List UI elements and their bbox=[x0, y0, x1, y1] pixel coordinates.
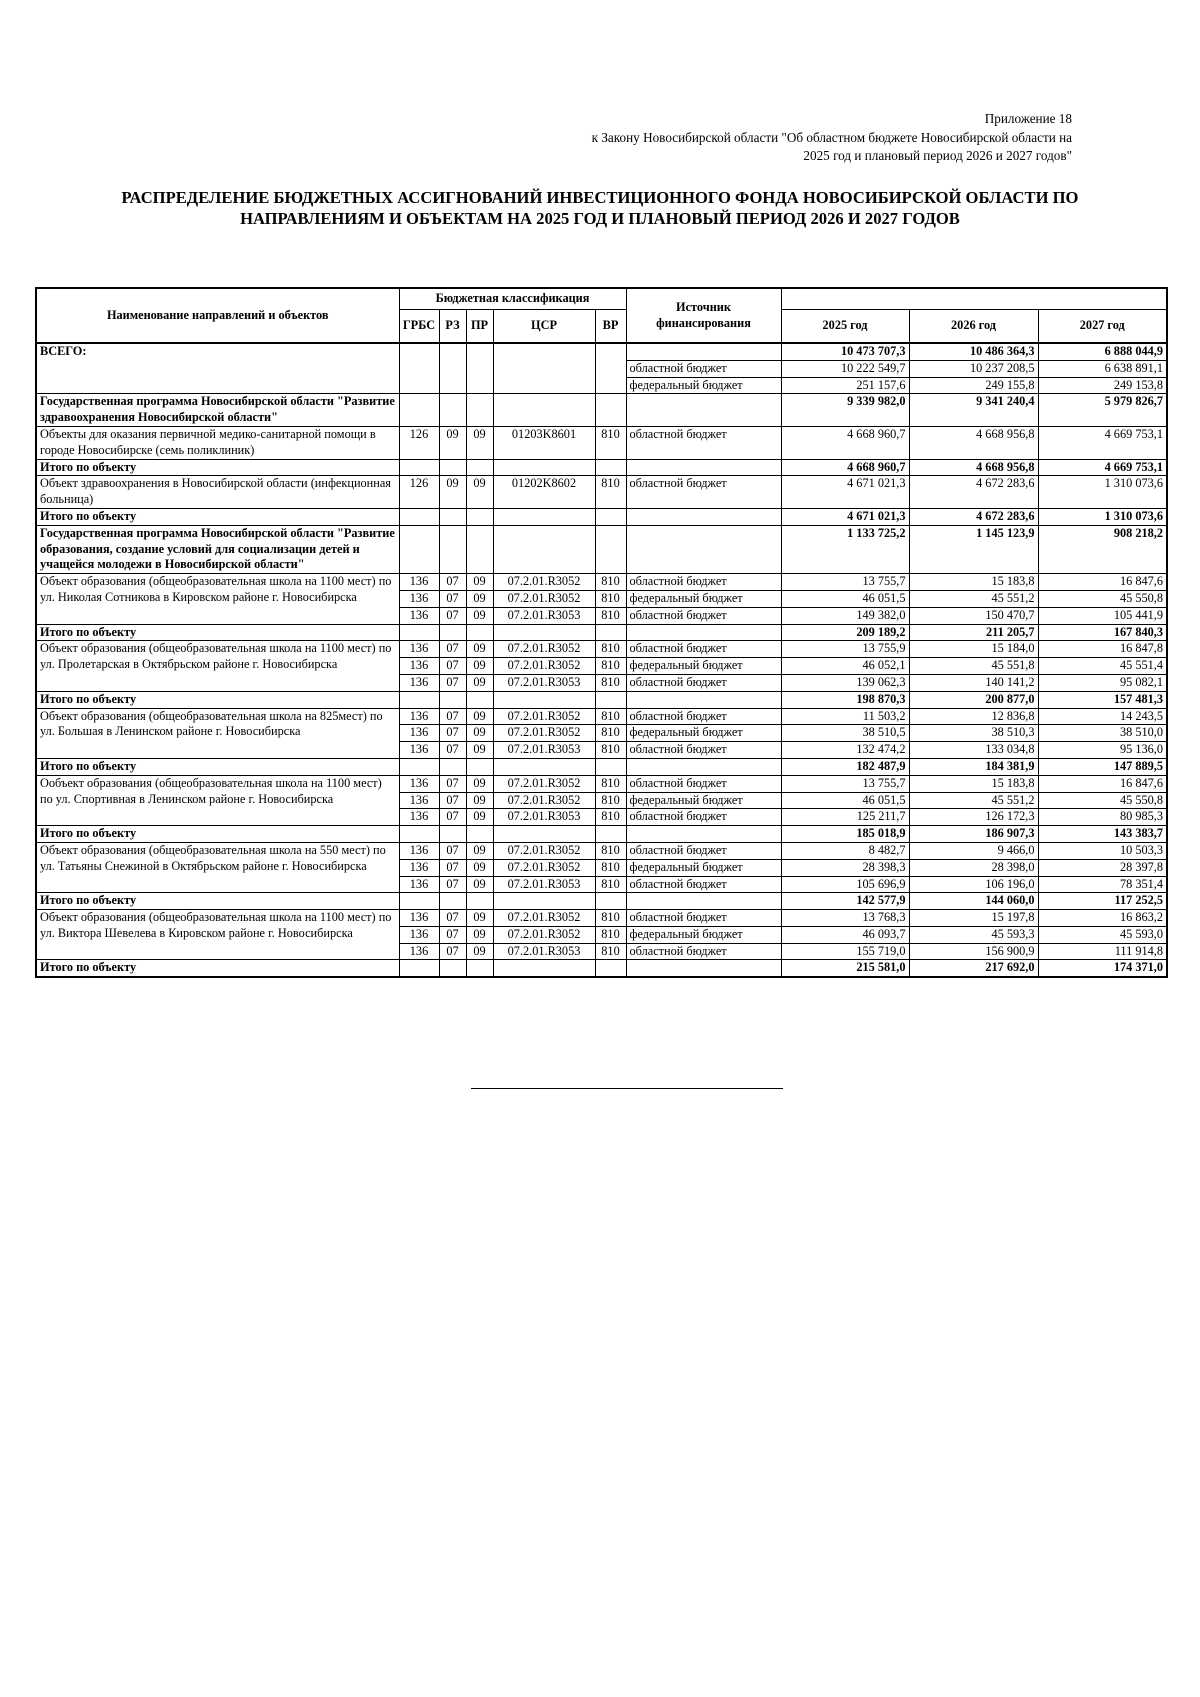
source-cell: федеральный бюджет bbox=[626, 725, 781, 742]
vr-cell: 810 bbox=[595, 641, 626, 658]
vr-cell: 810 bbox=[595, 943, 626, 960]
source-cell: областной бюджет bbox=[626, 641, 781, 658]
object-total-label: Итого по объекту bbox=[36, 459, 399, 476]
source-cell: областной бюджет bbox=[626, 876, 781, 893]
pr-cell: 09 bbox=[466, 943, 493, 960]
value-cell: 10 222 549,7 bbox=[781, 360, 909, 377]
value-cell: 4 668 956,8 bbox=[909, 459, 1038, 476]
value-cell: 45 551,4 bbox=[1038, 658, 1167, 675]
value-cell: 10 503,3 bbox=[1038, 842, 1167, 859]
csr-cell: 07.2.01.R3053 bbox=[493, 674, 595, 691]
vr-cell: 810 bbox=[595, 842, 626, 859]
object-total-label: Итого по объекту bbox=[36, 826, 399, 843]
value-cell: 80 985,3 bbox=[1038, 809, 1167, 826]
value-cell: 117 252,5 bbox=[1038, 893, 1167, 910]
source-cell: федеральный бюджет bbox=[626, 792, 781, 809]
pr-cell: 09 bbox=[466, 910, 493, 927]
grbs-cell: 136 bbox=[399, 658, 439, 675]
grbs-cell: 136 bbox=[399, 842, 439, 859]
vr-cell: 810 bbox=[595, 708, 626, 725]
value-cell: 15 183,8 bbox=[909, 775, 1038, 792]
header-classification: Бюджетная классификация bbox=[399, 288, 626, 309]
vr-cell: 810 bbox=[595, 792, 626, 809]
vr-cell: 810 bbox=[595, 658, 626, 675]
pr-cell: 09 bbox=[466, 607, 493, 624]
rz-cell: 07 bbox=[439, 742, 466, 759]
value-cell: 149 382,0 bbox=[781, 607, 909, 624]
pr-cell: 09 bbox=[466, 590, 493, 607]
program-name: Государственная программа Новосибирской области "Развитие образования, создание условий для социализации детей и учащейся молодежи в Новосибирской области" bbox=[36, 525, 399, 573]
value-cell: 4 669 753,1 bbox=[1038, 459, 1167, 476]
value-cell: 105 441,9 bbox=[1038, 607, 1167, 624]
csr-cell: 07.2.01.R3052 bbox=[493, 910, 595, 927]
source-cell: федеральный бюджет bbox=[626, 658, 781, 675]
value-cell: 46 052,1 bbox=[781, 658, 909, 675]
value-cell: 13 755,7 bbox=[781, 775, 909, 792]
source-cell: областной бюджет bbox=[626, 674, 781, 691]
value-cell: 12 836,8 bbox=[909, 708, 1038, 725]
value-cell: 11 503,2 bbox=[781, 708, 909, 725]
source-cell: областной бюджет bbox=[626, 708, 781, 725]
value-cell: 38 510,3 bbox=[909, 725, 1038, 742]
value-cell: 15 184,0 bbox=[909, 641, 1038, 658]
header-csr: ЦСР bbox=[493, 309, 595, 343]
source-cell: областной бюджет bbox=[626, 574, 781, 591]
object-name: Объект образования (общеобразовательная школа на 1100 мест) по ул. Пролетарская в Октябрьском районе г. Новосибирска bbox=[36, 641, 399, 691]
total-2026: 10 486 364,3 bbox=[909, 343, 1038, 360]
header-grbs: ГРБС bbox=[399, 309, 439, 343]
rz-cell: 07 bbox=[439, 775, 466, 792]
value-cell: 4 671 021,3 bbox=[781, 508, 909, 525]
value-cell: 174 371,0 bbox=[1038, 960, 1167, 977]
vr-cell: 810 bbox=[595, 574, 626, 591]
rz-cell: 07 bbox=[439, 708, 466, 725]
total-2025: 10 473 707,3 bbox=[781, 343, 909, 360]
value-cell: 249 155,8 bbox=[909, 377, 1038, 394]
value-cell: 1 310 073,6 bbox=[1038, 476, 1167, 509]
object-row bbox=[36, 476, 1167, 509]
value-cell: 106 196,0 bbox=[909, 876, 1038, 893]
value-cell: 133 034,8 bbox=[909, 742, 1038, 759]
value-cell: 111 914,8 bbox=[1038, 943, 1167, 960]
value-cell: 155 719,0 bbox=[781, 943, 909, 960]
pr-cell: 09 bbox=[466, 876, 493, 893]
pr-cell: 09 bbox=[466, 926, 493, 943]
value-cell: 142 577,9 bbox=[781, 893, 909, 910]
value-cell: 182 487,9 bbox=[781, 758, 909, 775]
rz-cell: 07 bbox=[439, 725, 466, 742]
grbs-cell: 136 bbox=[399, 590, 439, 607]
program-row bbox=[36, 394, 1167, 427]
grbs-cell: 136 bbox=[399, 809, 439, 826]
appendix-line-3: 2025 год и плановый период 2026 и 2027 годов" bbox=[803, 148, 1072, 163]
object-funding-row bbox=[36, 641, 1167, 658]
value-cell: 125 211,7 bbox=[781, 809, 909, 826]
csr-cell: 07.2.01.R3052 bbox=[493, 641, 595, 658]
header-2026: 2026 год bbox=[909, 309, 1038, 343]
grbs-cell: 136 bbox=[399, 910, 439, 927]
value-cell: 38 510,0 bbox=[1038, 725, 1167, 742]
grbs-cell: 136 bbox=[399, 792, 439, 809]
value-cell: 4 671 021,3 bbox=[781, 476, 909, 509]
value-cell: 908 218,2 bbox=[1038, 525, 1167, 573]
rz-cell: 07 bbox=[439, 943, 466, 960]
rz-cell: 07 bbox=[439, 859, 466, 876]
pr-cell: 09 bbox=[466, 809, 493, 826]
value-cell: 45 551,2 bbox=[909, 590, 1038, 607]
object-total-row bbox=[36, 624, 1167, 641]
value-cell: 144 060,0 bbox=[909, 893, 1038, 910]
value-cell: 9 466,0 bbox=[909, 842, 1038, 859]
object-total-row bbox=[36, 758, 1167, 775]
csr-cell: 07.2.01.R3052 bbox=[493, 775, 595, 792]
header-name: Наименование направлений и объектов bbox=[36, 288, 399, 343]
value-cell: 4 668 956,8 bbox=[909, 426, 1038, 459]
rz-cell: 07 bbox=[439, 792, 466, 809]
value-cell: 45 551,8 bbox=[909, 658, 1038, 675]
value-cell: 156 900,9 bbox=[909, 943, 1038, 960]
rz-cell: 07 bbox=[439, 674, 466, 691]
header-vr: ВР bbox=[595, 309, 626, 343]
value-cell: 251 157,6 bbox=[781, 377, 909, 394]
header-2025: 2025 год bbox=[781, 309, 909, 343]
source-cell: федеральный бюджет bbox=[626, 377, 781, 394]
value-cell: 1 310 073,6 bbox=[1038, 508, 1167, 525]
header-2027: 2027 год bbox=[1038, 309, 1167, 343]
pr-cell: 09 bbox=[466, 725, 493, 742]
value-cell: 16 847,8 bbox=[1038, 641, 1167, 658]
value-cell: 28 397,8 bbox=[1038, 859, 1167, 876]
object-total-label: Итого по объекту bbox=[36, 508, 399, 525]
value-cell: 9 341 240,4 bbox=[909, 394, 1038, 427]
value-cell: 5 979 826,7 bbox=[1038, 394, 1167, 427]
grbs-cell: 136 bbox=[399, 926, 439, 943]
object-name: Объект здравоохранения в Новосибирской области (инфекционная больница) bbox=[36, 476, 399, 509]
rz-cell: 07 bbox=[439, 641, 466, 658]
value-cell: 1 133 725,2 bbox=[781, 525, 909, 573]
value-cell: 14 243,5 bbox=[1038, 708, 1167, 725]
document-title bbox=[60, 188, 1140, 229]
value-cell: 249 153,8 bbox=[1038, 377, 1167, 394]
document-title-line-1: РАСПРЕДЕЛЕНИЕ БЮДЖЕТНЫХ АССИГНОВАНИЙ ИНВЕСТИЦИОННОГО ФОНДА НОВОСИБИРСКОЙ ОБЛАСТИ ПО bbox=[121, 188, 1079, 207]
grbs-cell: 136 bbox=[399, 674, 439, 691]
grbs-cell: 136 bbox=[399, 859, 439, 876]
value-cell: 45 593,0 bbox=[1038, 926, 1167, 943]
value-cell: 4 672 283,6 bbox=[909, 476, 1038, 509]
value-cell: 13 768,3 bbox=[781, 910, 909, 927]
source-cell: областной бюджет bbox=[626, 360, 781, 377]
value-cell: 28 398,0 bbox=[909, 859, 1038, 876]
value-cell: 46 051,5 bbox=[781, 792, 909, 809]
value-cell: 38 510,5 bbox=[781, 725, 909, 742]
grbs-cell: 126 bbox=[399, 476, 439, 509]
education-objects-body bbox=[36, 574, 1167, 978]
vr-cell: 810 bbox=[595, 725, 626, 742]
vr-cell: 810 bbox=[595, 775, 626, 792]
object-funding-row bbox=[36, 775, 1167, 792]
value-cell: 95 082,1 bbox=[1038, 674, 1167, 691]
object-total-row bbox=[36, 691, 1167, 708]
pr-cell: 09 bbox=[466, 641, 493, 658]
value-cell: 105 696,9 bbox=[781, 876, 909, 893]
grbs-cell: 136 bbox=[399, 641, 439, 658]
pr-cell: 09 bbox=[466, 674, 493, 691]
source-cell: областной бюджет bbox=[626, 910, 781, 927]
source-cell: областной бюджет bbox=[626, 842, 781, 859]
pr-cell: 09 bbox=[466, 775, 493, 792]
rz-cell: 07 bbox=[439, 876, 466, 893]
grbs-cell: 136 bbox=[399, 876, 439, 893]
object-total-label: Итого по объекту bbox=[36, 758, 399, 775]
object-row bbox=[36, 426, 1167, 459]
program-row bbox=[36, 525, 1167, 573]
csr-cell: 07.2.01.R3052 bbox=[493, 859, 595, 876]
bottom-separator-line bbox=[471, 1088, 783, 1089]
source-cell: областной бюджет bbox=[626, 742, 781, 759]
value-cell: 132 474,2 bbox=[781, 742, 909, 759]
grbs-cell: 136 bbox=[399, 775, 439, 792]
rz-cell: 07 bbox=[439, 574, 466, 591]
total-label: ВСЕГО: bbox=[36, 343, 399, 394]
value-cell: 200 877,0 bbox=[909, 691, 1038, 708]
grbs-cell: 136 bbox=[399, 943, 439, 960]
pr-cell: 09 bbox=[466, 708, 493, 725]
source-cell: областной бюджет bbox=[626, 809, 781, 826]
value-cell: 46 093,7 bbox=[781, 926, 909, 943]
rz-cell: 07 bbox=[439, 926, 466, 943]
pr-cell: 09 bbox=[466, 859, 493, 876]
value-cell: 45 550,8 bbox=[1038, 792, 1167, 809]
value-cell: 140 141,2 bbox=[909, 674, 1038, 691]
value-cell: 185 018,9 bbox=[781, 826, 909, 843]
vr-cell: 810 bbox=[595, 476, 626, 509]
vr-cell: 810 bbox=[595, 590, 626, 607]
value-cell: 215 581,0 bbox=[781, 960, 909, 977]
grbs-cell: 136 bbox=[399, 708, 439, 725]
value-cell: 4 672 283,6 bbox=[909, 508, 1038, 525]
object-total-row bbox=[36, 893, 1167, 910]
csr-cell: 07.2.01.R3052 bbox=[493, 725, 595, 742]
header-rz: РЗ bbox=[439, 309, 466, 343]
csr-cell: 01202K8602 bbox=[493, 476, 595, 509]
object-funding-row bbox=[36, 574, 1167, 591]
pr-cell: 09 bbox=[466, 476, 493, 509]
total-2027: 6 888 044,9 bbox=[1038, 343, 1167, 360]
csr-cell: 07.2.01.R3053 bbox=[493, 607, 595, 624]
object-total-row bbox=[36, 960, 1167, 977]
object-name: Ообъект образования (общеобразовательная школа на 1100 мест) по ул. Спортивная в Ленинском районе г. Новосибирска bbox=[36, 775, 399, 825]
vr-cell: 810 bbox=[595, 426, 626, 459]
object-funding-row bbox=[36, 842, 1167, 859]
value-cell: 198 870,3 bbox=[781, 691, 909, 708]
value-cell: 184 381,9 bbox=[909, 758, 1038, 775]
source-cell: федеральный бюджет bbox=[626, 859, 781, 876]
value-cell: 8 482,7 bbox=[781, 842, 909, 859]
vr-cell: 810 bbox=[595, 926, 626, 943]
object-total-label: Итого по объекту bbox=[36, 691, 399, 708]
csr-cell: 07.2.01.R3053 bbox=[493, 876, 595, 893]
source-cell: федеральный бюджет bbox=[626, 926, 781, 943]
csr-cell: 07.2.01.R3053 bbox=[493, 809, 595, 826]
object-name: Объект образования (общеобразовательная школа на 1100 мест) по ул. Николая Сотникова в Кировском районе г. Новосибирска bbox=[36, 574, 399, 624]
pr-cell: 09 bbox=[466, 574, 493, 591]
value-cell: 45 551,2 bbox=[909, 792, 1038, 809]
pr-cell: 09 bbox=[466, 426, 493, 459]
grbs-cell: 136 bbox=[399, 725, 439, 742]
vr-cell: 810 bbox=[595, 607, 626, 624]
appendix-line-2: к Закону Новосибирской области "Об областном бюджете Новосибирской области на bbox=[591, 129, 1072, 145]
value-cell: 16 863,2 bbox=[1038, 910, 1167, 927]
value-cell: 13 755,7 bbox=[781, 574, 909, 591]
csr-cell: 07.2.01.R3052 bbox=[493, 926, 595, 943]
grbs-cell: 136 bbox=[399, 574, 439, 591]
grbs-cell: 126 bbox=[399, 426, 439, 459]
value-cell: 157 481,3 bbox=[1038, 691, 1167, 708]
source-cell: областной бюджет bbox=[626, 607, 781, 624]
rz-cell: 07 bbox=[439, 910, 466, 927]
appendix-note bbox=[512, 110, 1072, 166]
header-years-group bbox=[781, 288, 1167, 309]
csr-cell: 07.2.01.R3052 bbox=[493, 842, 595, 859]
vr-cell: 810 bbox=[595, 910, 626, 927]
document-title-line-2: НАПРАВЛЕНИЯМ И ОБЪЕКТАМ НА 2025 ГОД И ПЛАНОВЫЙ ПЕРИОД 2026 И 2027 ГОДОВ bbox=[240, 208, 960, 228]
vr-cell: 810 bbox=[595, 809, 626, 826]
vr-cell: 810 bbox=[595, 876, 626, 893]
vr-cell: 810 bbox=[595, 859, 626, 876]
value-cell: 16 847,6 bbox=[1038, 775, 1167, 792]
csr-cell: 07.2.01.R3052 bbox=[493, 574, 595, 591]
object-name: Объект образования (общеобразовательная школа на 550 мест) по ул. Татьяны Снежиной в Октябрьском районе г. Новосибирска bbox=[36, 842, 399, 892]
value-cell: 4 668 960,7 bbox=[781, 426, 909, 459]
value-cell: 167 840,3 bbox=[1038, 624, 1167, 641]
csr-cell: 07.2.01.R3052 bbox=[493, 658, 595, 675]
object-funding-row bbox=[36, 910, 1167, 927]
total-row bbox=[36, 343, 1167, 360]
appendix-line-1: Приложение 18 bbox=[984, 111, 1072, 126]
object-name: Объекты для оказания первичной медико-санитарной помощи в городе Новосибирске (семь поликлиник) bbox=[36, 426, 399, 459]
value-cell: 4 668 960,7 bbox=[781, 459, 909, 476]
vr-cell: 810 bbox=[595, 674, 626, 691]
rz-cell: 09 bbox=[439, 476, 466, 509]
value-cell: 16 847,6 bbox=[1038, 574, 1167, 591]
rz-cell: 07 bbox=[439, 590, 466, 607]
value-cell: 143 383,7 bbox=[1038, 826, 1167, 843]
value-cell: 1 145 123,9 bbox=[909, 525, 1038, 573]
csr-cell: 07.2.01.R3052 bbox=[493, 708, 595, 725]
source-cell: областной бюджет bbox=[626, 426, 781, 459]
budget-table bbox=[35, 287, 1168, 978]
value-cell: 211 205,7 bbox=[909, 624, 1038, 641]
value-cell: 9 339 982,0 bbox=[781, 394, 909, 427]
rz-cell: 07 bbox=[439, 842, 466, 859]
value-cell: 10 237 208,5 bbox=[909, 360, 1038, 377]
object-name: Объект образования (общеобразовательная школа на 825мест) по ул. Большая в Ленинском районе г. Новосибирска bbox=[36, 708, 399, 758]
value-cell: 150 470,7 bbox=[909, 607, 1038, 624]
value-cell: 95 136,0 bbox=[1038, 742, 1167, 759]
header-source: Источник финансирования bbox=[626, 288, 781, 343]
value-cell: 15 197,8 bbox=[909, 910, 1038, 927]
grbs-cell: 136 bbox=[399, 742, 439, 759]
value-cell: 217 692,0 bbox=[909, 960, 1038, 977]
csr-cell: 01203K8601 bbox=[493, 426, 595, 459]
value-cell: 126 172,3 bbox=[909, 809, 1038, 826]
rz-cell: 07 bbox=[439, 809, 466, 826]
object-total-label: Итого по объекту bbox=[36, 960, 399, 977]
value-cell: 4 669 753,1 bbox=[1038, 426, 1167, 459]
source-cell: областной бюджет bbox=[626, 775, 781, 792]
value-cell: 45 550,8 bbox=[1038, 590, 1167, 607]
object-total-row bbox=[36, 459, 1167, 476]
grbs-cell: 136 bbox=[399, 607, 439, 624]
pr-cell: 09 bbox=[466, 658, 493, 675]
value-cell: 147 889,5 bbox=[1038, 758, 1167, 775]
pr-cell: 09 bbox=[466, 792, 493, 809]
object-funding-row bbox=[36, 708, 1167, 725]
rz-cell: 07 bbox=[439, 658, 466, 675]
csr-cell: 07.2.01.R3053 bbox=[493, 742, 595, 759]
rz-cell: 09 bbox=[439, 426, 466, 459]
value-cell: 209 189,2 bbox=[781, 624, 909, 641]
object-total-row bbox=[36, 826, 1167, 843]
source-cell: областной бюджет bbox=[626, 476, 781, 509]
value-cell: 13 755,9 bbox=[781, 641, 909, 658]
csr-cell: 07.2.01.R3052 bbox=[493, 590, 595, 607]
source-cell: областной бюджет bbox=[626, 943, 781, 960]
value-cell: 78 351,4 bbox=[1038, 876, 1167, 893]
program-name: Государственная программа Новосибирской области "Развитие здравоохранения Новосибирской области" bbox=[36, 394, 399, 427]
value-cell: 186 907,3 bbox=[909, 826, 1038, 843]
value-cell: 15 183,8 bbox=[909, 574, 1038, 591]
value-cell: 28 398,3 bbox=[781, 859, 909, 876]
object-total-label: Итого по объекту bbox=[36, 624, 399, 641]
value-cell: 6 638 891,1 bbox=[1038, 360, 1167, 377]
source-cell: федеральный бюджет bbox=[626, 590, 781, 607]
object-total-label: Итого по объекту bbox=[36, 893, 399, 910]
csr-cell: 07.2.01.R3053 bbox=[493, 943, 595, 960]
object-total-row bbox=[36, 508, 1167, 525]
value-cell: 139 062,3 bbox=[781, 674, 909, 691]
vr-cell: 810 bbox=[595, 742, 626, 759]
rz-cell: 07 bbox=[439, 607, 466, 624]
object-name: Объект образования (общеобразовательная школа на 1100 мест) по ул. Виктора Шевелева в Кировском районе г. Новосибирска bbox=[36, 910, 399, 960]
value-cell: 45 593,3 bbox=[909, 926, 1038, 943]
csr-cell: 07.2.01.R3052 bbox=[493, 792, 595, 809]
header-pr: ПР bbox=[466, 309, 493, 343]
pr-cell: 09 bbox=[466, 742, 493, 759]
value-cell: 46 051,5 bbox=[781, 590, 909, 607]
pr-cell: 09 bbox=[466, 842, 493, 859]
